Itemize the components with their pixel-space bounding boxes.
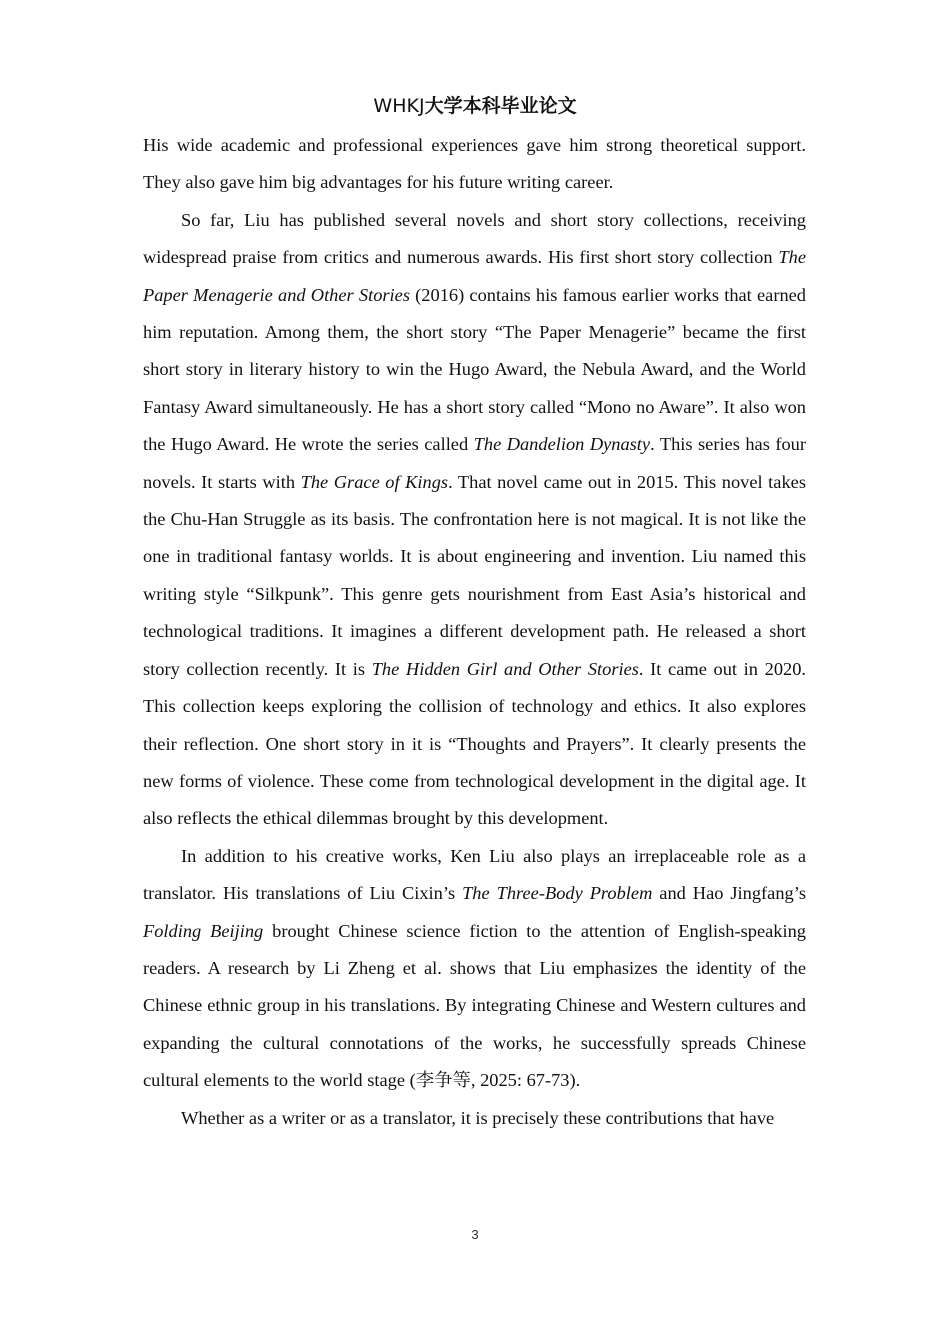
paragraph (143, 127, 806, 202)
text-run: (2016) contains his famous earlier works that earned him reputation. Among them, the short story “The Paper Menagerie” became the first short story in literary history to win the Hugo Award, the Nebula Award, and the World Fantasy Award simultaneously. He has a short story called “Mono no Aware”. It also won the Hugo Award. He wrote the series called (143, 284, 806, 455)
page-header (0, 93, 950, 120)
paragraph (143, 202, 806, 838)
italic-title: The Grace of Kings (300, 471, 449, 492)
italic-title: The Three-Body Problem (462, 883, 653, 904)
paragraph (143, 1100, 806, 1137)
text-run: . It came out in 2020. This collection keeps exploring the collision of technology and ethics. It also explores their reflection. One short story in it is “Thoughts and Prayers”. It clearly presents the new forms of violence. These come from technological development in the digital age. It also reflects the ethical dilemmas brought by this development. (143, 658, 806, 829)
text-run: So far, Liu has published several novels and short story collections, receiving widespread praise from critics and numerous awards. His first short story collection (143, 209, 806, 268)
text-run: . That novel came out in 2015. This novel takes the Chu-Han Struggle as its basis. The confrontation here is not magical. It is not like the one in traditional fantasy worlds. It is about engineering and invention. Liu named this writing style “Silkpunk”. This genre gets nourishment from East Asia’s historical and technological traditions. It imagines a different development path. He released a short story collection recently. It is (143, 471, 806, 679)
italic-title: The Paper Menagerie and Other Stories (143, 247, 806, 305)
text-run: brought Chinese science fiction to the attention of English-speaking readers. A research by Li Zheng et al. shows that Liu emphasizes the identity of the Chinese ethnic group in his translations. By integrating Chinese and Western cultures and expanding the cultural connotations of the works, he successfully spreads Chinese cultural elements to the world stage (李争等, 2025: 67-73). (143, 920, 806, 1091)
italic-title: The Hidden Girl and Other Stories (371, 658, 639, 679)
italic-title: Folding Beijing (143, 920, 264, 941)
page-number: 3 (471, 1227, 479, 1242)
text-run: His wide academic and professional experiences gave him strong theoretical support. They also gave him big advantages for his future writing career. (143, 135, 806, 193)
text-run: Whether as a writer or as a translator, it is precisely these contributions that have (181, 1107, 775, 1128)
text-run: and Hao Jingfang’s (652, 883, 807, 904)
text-run: . This series has four novels. It starts with (143, 434, 806, 492)
body-text (143, 127, 806, 1137)
paragraph (143, 838, 806, 1100)
italic-title: The Dandelion Dynasty (473, 434, 651, 455)
header-title-cjk: 大学本科毕业论文 (424, 95, 577, 117)
text-run: In addition to his creative works, Ken Liu also plays an irreplaceable role as a translator. His translations of Liu Cixin’s (143, 845, 806, 904)
header-title-latin: WHKJ (373, 95, 425, 117)
